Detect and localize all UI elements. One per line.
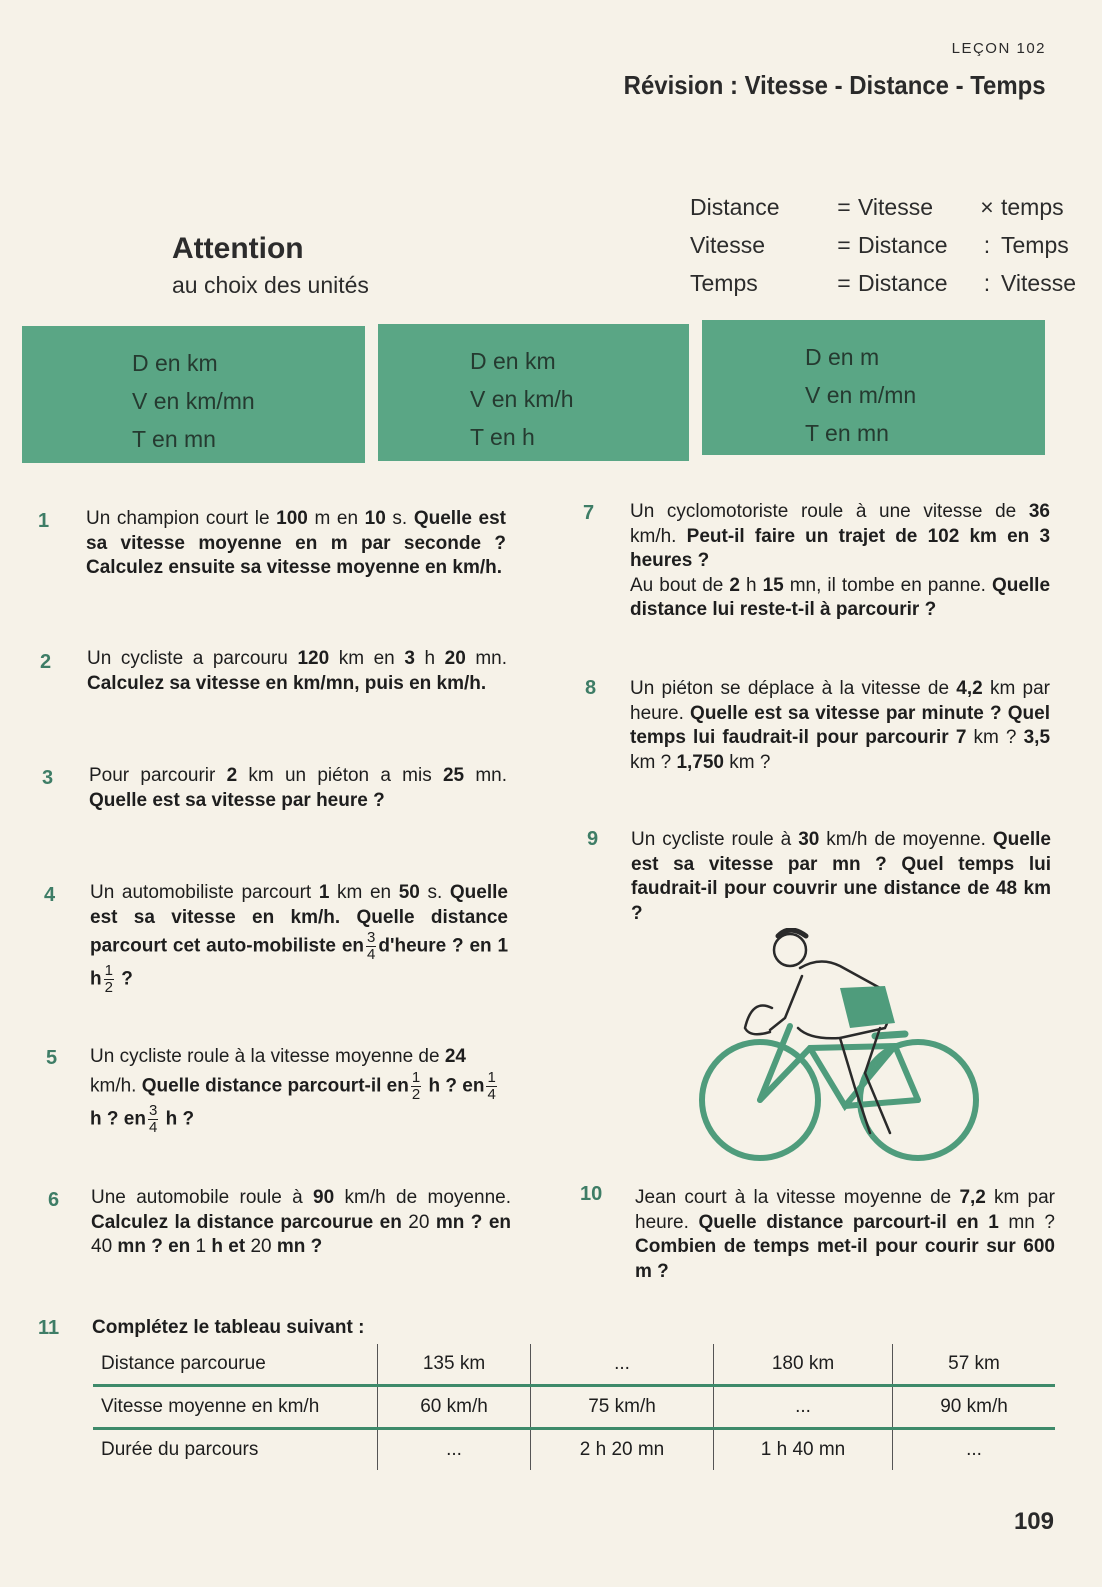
ex-value: 1 — [195, 1236, 207, 1257]
fraction-numerator: 1 — [487, 1068, 496, 1086]
ex-value: 40 — [91, 1236, 113, 1257]
ex-text: Un automobiliste parcourt — [90, 882, 319, 903]
ex-text: mn, il tombe en panne. — [783, 574, 992, 596]
table-row — [93, 1386, 1055, 1429]
ex-text: mn. — [465, 648, 508, 669]
ex-question: Peut-il faire un trajet de — [686, 525, 928, 547]
completion-table — [93, 1344, 1055, 1470]
formulas-block — [690, 188, 1076, 302]
ex-value: 20 — [444, 648, 466, 669]
ex-value: 2 — [729, 574, 740, 596]
attention-title: Attention — [172, 232, 304, 265]
exercise-number: 4 — [44, 884, 56, 906]
formula-operator: = — [837, 270, 851, 296]
table-cell: 1 h 40 mn — [714, 1429, 893, 1471]
ex-question: h ? — [160, 1108, 195, 1130]
ex-text: km par heure. — [635, 1187, 1055, 1233]
ex-text: km/h de moyenne. — [819, 829, 993, 850]
row-label: Distance parcourue — [93, 1344, 378, 1386]
ex-value: 20 — [250, 1236, 272, 1257]
ex-text: h — [739, 574, 763, 596]
table-cell: 135 km — [378, 1344, 531, 1386]
formula-vitesse — [690, 226, 1076, 264]
table-cell: ... — [714, 1386, 893, 1429]
ex-text: km ? — [724, 751, 771, 773]
ex-value: 25 — [442, 765, 465, 786]
ex-value: 20 — [408, 1211, 430, 1233]
ex-question: Quelle distance parcourt-il en — [698, 1211, 989, 1233]
exercise-number: 7 — [583, 502, 595, 524]
rider-arm — [770, 976, 802, 1030]
ex-text: km ? — [966, 727, 1024, 748]
ex-value: 48 — [995, 878, 1018, 899]
formula-term: Vitesse — [858, 194, 934, 220]
ex-value: 4,2 — [956, 678, 983, 699]
ex-text: Un cycliste roule à la vitesse moyenne de — [90, 1046, 445, 1067]
ex-question: km ? — [631, 878, 1051, 924]
exercise-2 — [87, 647, 507, 696]
unit-line: D en km — [132, 350, 218, 376]
ex-value: 1 — [318, 882, 330, 903]
fraction-denominator: 2 — [104, 979, 113, 996]
table-row — [93, 1429, 1055, 1471]
ex-question: mn ? en — [112, 1236, 196, 1257]
unit-line: V en m/mn — [805, 382, 917, 408]
ex-value: 102 — [927, 525, 960, 547]
ex-text: m en — [307, 508, 365, 529]
ex-question: ? — [115, 968, 133, 990]
exercise-1 — [86, 507, 506, 581]
ex-text: h — [414, 648, 445, 669]
formula-operator: : — [983, 232, 991, 258]
exercise-number: 1 — [38, 510, 50, 532]
ex-text: Un cyclomotoriste roule à une vitesse de — [630, 501, 1029, 522]
ex-text: km/h. — [90, 1075, 142, 1097]
exercise-number: 9 — [587, 828, 599, 850]
ex-question: Quelle distance lui reste-t-il à parcourir ? — [630, 574, 1051, 620]
ex-text: s. — [385, 508, 414, 529]
formula-term: Distance — [858, 270, 948, 296]
exercise-7 — [630, 500, 1050, 623]
table-cell: 90 km/h — [893, 1386, 1056, 1429]
ex-text: km en — [329, 882, 399, 903]
ex-question: mn ? en — [429, 1211, 511, 1233]
ex-text: km/h de moyenne. — [334, 1187, 511, 1208]
ex-question: h ? en — [423, 1075, 485, 1097]
ex-text: Un cycliste roule à — [631, 829, 799, 850]
ex-value: 90 — [313, 1187, 335, 1208]
ex-text: Pour parcourir — [89, 765, 227, 786]
fraction-denominator: 2 — [411, 1085, 421, 1103]
fraction — [411, 1070, 421, 1103]
table-row — [93, 1344, 1055, 1386]
ex-text: s. — [419, 882, 450, 903]
ex-text: mn ? — [998, 1211, 1055, 1233]
ex-question: Quelle distance parcourt-il en — [141, 1075, 409, 1097]
exercise-6 — [91, 1186, 511, 1260]
formula-term: temps — [1001, 194, 1064, 220]
ex-text: Jean court à la vitesse moyenne de — [635, 1187, 960, 1208]
formula-term: Vitesse — [690, 232, 766, 258]
attention-subtitle: au choix des unités — [172, 272, 369, 298]
ex-value: 24 — [444, 1046, 466, 1067]
unit-line: T en h — [470, 424, 535, 450]
ex-text: Un piéton se déplace à la vitesse de — [630, 678, 957, 699]
ex-question: Combien de temps met-il pour courir sur — [635, 1236, 1024, 1257]
ex-question: Quelle est sa vitesse par minute ? Quel temps lui faudrait-il pour parcourir — [630, 702, 1050, 748]
exercise-number: 10 — [580, 1183, 603, 1205]
unit-line: T en mn — [805, 420, 889, 446]
page-number: 109 — [1013, 1508, 1054, 1535]
ex-value: 50 — [398, 882, 420, 903]
unit-line: D en km — [470, 348, 556, 374]
exercise-number: 6 — [48, 1189, 60, 1211]
exercise-3 — [89, 764, 507, 813]
fraction — [366, 930, 376, 963]
table-cell: 75 km/h — [531, 1386, 714, 1429]
ex-value: 10 — [364, 508, 386, 529]
fraction-denominator: 4 — [367, 946, 376, 963]
formula-operator: : — [983, 270, 991, 296]
unit-line: T en mn — [132, 426, 216, 452]
formula-distance — [690, 188, 1076, 226]
unit-line: V en km/h — [470, 386, 574, 412]
ex-value: 100 — [276, 508, 308, 529]
table-cell: ... — [378, 1429, 531, 1471]
ex-text: Un champion court le — [86, 508, 277, 529]
lesson-label: LEÇON 102 — [951, 40, 1046, 57]
ex-question: Calculez la distance parcourue en — [91, 1211, 409, 1233]
table-cell: ... — [531, 1344, 714, 1386]
ex-value: 600 — [1023, 1236, 1055, 1257]
ex-text: Une automobile roule à — [91, 1187, 314, 1208]
formula-term: Temps — [1001, 232, 1069, 258]
ex-value: 2 — [226, 765, 238, 786]
exercise-11-title: Complétez le tableau suivant : — [92, 1317, 365, 1338]
fraction-numerator: 3 — [148, 1101, 158, 1119]
exercise-10 — [635, 1186, 1055, 1284]
ex-text: km un piéton a mis — [237, 765, 443, 786]
ex-value: 1 — [988, 1211, 999, 1233]
table-cell: 60 km/h — [378, 1386, 531, 1429]
ex-question: d'heure ? en 1 h — [90, 935, 509, 990]
ex-value: 3,5 — [1023, 727, 1051, 748]
ex-question: mn ? — [271, 1236, 323, 1257]
unit-box-m-mn — [702, 320, 1045, 455]
exercise-number: 3 — [42, 767, 54, 789]
ex-text: km en — [329, 648, 405, 669]
table-cell: ... — [893, 1429, 1056, 1471]
ex-question: m ? — [635, 1260, 669, 1282]
ex-value: 36 — [1028, 501, 1050, 522]
exercise-8 — [630, 677, 1050, 775]
cyclist-illustration — [690, 928, 982, 1168]
fraction-denominator: 4 — [148, 1118, 158, 1136]
table-cell: 2 h 20 mn — [531, 1429, 714, 1471]
fraction-numerator: 3 — [367, 929, 376, 946]
page-title: Révision : Vitesse - Distance - Temps — [624, 70, 1046, 100]
exercise-number: 8 — [585, 677, 597, 699]
row-label: Durée du parcours — [101, 1439, 259, 1460]
fraction — [104, 963, 114, 996]
fork — [760, 1026, 790, 1100]
formula-term: Distance — [858, 232, 948, 258]
formula-term: Vitesse — [1001, 270, 1077, 296]
ex-value: 3 — [1039, 525, 1051, 547]
ex-value: 3 — [404, 648, 415, 669]
fraction-numerator: 1 — [104, 962, 113, 979]
fraction-denominator: 4 — [487, 1085, 496, 1103]
ex-question: h ? en — [90, 1108, 146, 1130]
formula-temps — [690, 264, 1076, 302]
ex-value: 15 — [762, 574, 784, 596]
ex-value: 7 — [955, 727, 967, 748]
exercise-9 — [631, 828, 1051, 926]
formula-term: Distance — [690, 194, 780, 220]
ex-text: km par heure. — [630, 678, 1050, 724]
exercise-5 — [90, 1045, 510, 1136]
unit-box-km-h — [378, 324, 689, 461]
formula-operator: = — [837, 194, 851, 220]
ex-text: km ? — [630, 751, 677, 773]
exercise-number: 11 — [38, 1317, 60, 1339]
formula-operator: = — [837, 232, 851, 258]
ex-question: km en — [959, 525, 1040, 547]
handlebar — [745, 1006, 772, 1035]
unit-box-km-mn — [22, 326, 365, 463]
ex-text: Un cycliste a parcouru — [87, 648, 298, 669]
ex-text: mn. — [464, 765, 508, 786]
ex-question: heures ? — [630, 550, 710, 571]
ex-value: 1,750 — [676, 751, 724, 773]
rider-shorts — [840, 986, 895, 1028]
formula-operator: × — [980, 194, 994, 220]
unit-line: V en km/mn — [132, 388, 255, 414]
ex-question: h et — [206, 1236, 251, 1257]
table-cell: 180 km — [714, 1344, 893, 1386]
ex-question: Quelle est sa vitesse en km/h. Quelle distance parcourt cet auto-mobiliste en — [90, 882, 508, 957]
ex-text: km/h. — [630, 525, 687, 547]
formula-term: Temps — [690, 270, 758, 296]
rider-head — [774, 934, 806, 966]
exercise-number: 5 — [46, 1047, 58, 1069]
ex-value: 30 — [798, 829, 820, 850]
ex-text: Au bout de — [630, 574, 730, 596]
ex-question: Quelle est sa vitesse par mn ? Quel temps lui faudrait-il pour couvrir une distance de — [631, 829, 1051, 899]
exercise-4 — [90, 881, 508, 996]
saddle — [875, 1034, 905, 1036]
ex-question: Quelle est sa vitesse moyenne en m par seconde ? Calculez ensuite sa vitesse moyenne en km/h. — [86, 508, 506, 578]
row-label: Vitesse moyenne en km/h — [93, 1386, 378, 1429]
fraction-numerator: 1 — [411, 1068, 421, 1086]
ex-value: 7,2 — [959, 1187, 986, 1208]
fraction — [486, 1070, 496, 1103]
ex-value: 120 — [297, 648, 330, 669]
fraction — [148, 1103, 158, 1136]
unit-line: D en m — [805, 344, 880, 370]
ex-question: Calculez sa vitesse en km/mn, puis en km/h. — [87, 672, 487, 694]
ex-question: Quelle est sa vitesse par heure ? — [89, 789, 385, 811]
exercise-number: 2 — [40, 651, 52, 673]
table-cell: 57 km — [893, 1344, 1056, 1386]
